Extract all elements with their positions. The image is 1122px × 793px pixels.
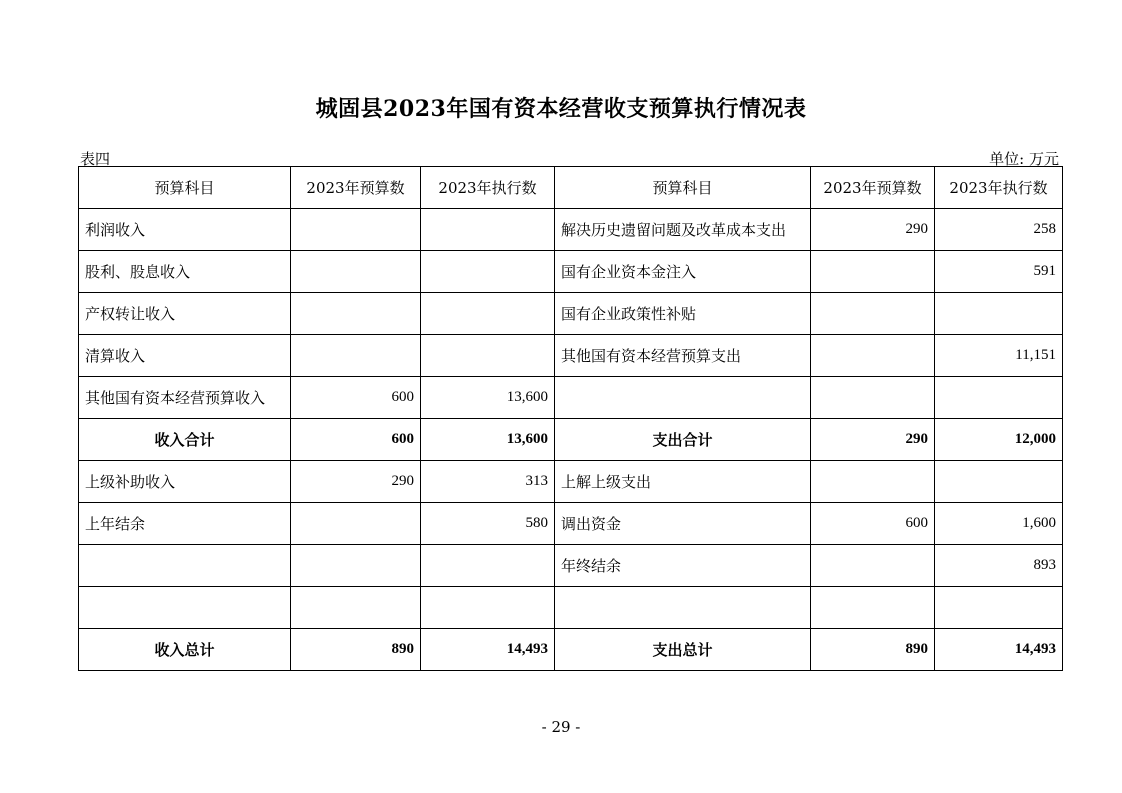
income-budget-cell: [291, 293, 421, 335]
income-item-cell: 股利、股息收入: [79, 251, 291, 293]
income-item-cell: 产权转让收入: [79, 293, 291, 335]
expense-executed-cell: 591: [935, 251, 1063, 293]
expense-budget-cell: 600: [811, 503, 935, 545]
expense-executed-cell: [935, 377, 1063, 419]
expense-item-cell: [555, 377, 811, 419]
expense-executed-cell: 11,151: [935, 335, 1063, 377]
expense-executed-cell: 14,493: [935, 629, 1063, 671]
budget-table: [78, 166, 1063, 671]
income-item-cell: [79, 587, 291, 629]
expense-item-cell: 解决历史遗留问题及改革成本支出: [555, 209, 811, 251]
table-body: [79, 209, 1063, 671]
expense-item-cell: 国有企业政策性补贴: [555, 293, 811, 335]
income-item-cell: 清算收入: [79, 335, 291, 377]
expense-item-cell: 国有企业资本金注入: [555, 251, 811, 293]
unit-label: 单位: 万元: [989, 150, 1059, 168]
page-title: 城固县2023年国有资本经营收支预算执行情况表: [315, 96, 807, 122]
table-row: [79, 251, 1063, 293]
income-budget-cell: 600: [291, 377, 421, 419]
expense-item-cell: 支出合计: [555, 419, 811, 461]
table-row: [79, 587, 1063, 629]
table-total-row: [79, 629, 1063, 671]
table-row: [79, 377, 1063, 419]
income-item-cell: 利润收入: [79, 209, 291, 251]
table-row: [79, 209, 1063, 251]
expense-budget-cell: [811, 335, 935, 377]
table-row: [79, 461, 1063, 503]
expense-executed-cell: 12,000: [935, 419, 1063, 461]
expense-item-cell: 调出资金: [555, 503, 811, 545]
income-item-cell: 其他国有资本经营预算收入: [79, 377, 291, 419]
income-budget-cell: [291, 587, 421, 629]
page-number: - 29 -: [541, 718, 581, 736]
expense-item-cell: 其他国有资本经营预算支出: [555, 335, 811, 377]
income-executed-cell: [421, 209, 555, 251]
table-header-row: [79, 167, 1063, 209]
expense-executed-cell: [935, 293, 1063, 335]
expense-budget-cell: [811, 461, 935, 503]
table-total-row: [79, 419, 1063, 461]
table-row: [79, 545, 1063, 587]
income-budget-cell: [291, 335, 421, 377]
table-row: [79, 293, 1063, 335]
income-executed-cell: 13,600: [421, 377, 555, 419]
expense-executed-cell: 893: [935, 545, 1063, 587]
column-header-income-item: 预算科目: [79, 167, 291, 209]
expense-budget-cell: 890: [811, 629, 935, 671]
income-executed-cell: 14,493: [421, 629, 555, 671]
income-item-cell: 上级补助收入: [79, 461, 291, 503]
expense-executed-cell: 258: [935, 209, 1063, 251]
income-executed-cell: 13,600: [421, 419, 555, 461]
income-budget-cell: [291, 503, 421, 545]
income-item-cell: 上年结余: [79, 503, 291, 545]
income-executed-cell: [421, 545, 555, 587]
expense-item-cell: 上解上级支出: [555, 461, 811, 503]
income-budget-cell: 600: [291, 419, 421, 461]
expense-executed-cell: [935, 587, 1063, 629]
income-executed-cell: [421, 587, 555, 629]
table-row: [79, 503, 1063, 545]
expense-budget-cell: 290: [811, 419, 935, 461]
income-item-cell: 收入合计: [79, 419, 291, 461]
expense-executed-cell: [935, 461, 1063, 503]
expense-budget-cell: [811, 251, 935, 293]
column-header-income-budget: 2023年预算数: [291, 167, 421, 209]
column-header-expense-executed: 2023年执行数: [935, 167, 1063, 209]
expense-budget-cell: [811, 545, 935, 587]
expense-budget-cell: [811, 377, 935, 419]
expense-item-cell: 年终结余: [555, 545, 811, 587]
expense-budget-cell: [811, 587, 935, 629]
expense-item-cell: [555, 587, 811, 629]
income-item-cell: [79, 545, 291, 587]
income-budget-cell: [291, 209, 421, 251]
expense-executed-cell: 1,600: [935, 503, 1063, 545]
column-header-income-executed: 2023年执行数: [421, 167, 555, 209]
table-row: [79, 335, 1063, 377]
column-header-expense-budget: 2023年预算数: [811, 167, 935, 209]
income-executed-cell: [421, 335, 555, 377]
income-budget-cell: 890: [291, 629, 421, 671]
expense-budget-cell: 290: [811, 209, 935, 251]
income-budget-cell: [291, 545, 421, 587]
income-executed-cell: [421, 293, 555, 335]
income-executed-cell: 580: [421, 503, 555, 545]
expense-item-cell: 支出总计: [555, 629, 811, 671]
income-item-cell: 收入总计: [79, 629, 291, 671]
income-executed-cell: [421, 251, 555, 293]
table-number: 表四: [80, 150, 111, 168]
column-header-expense-item: 预算科目: [555, 167, 811, 209]
income-budget-cell: [291, 251, 421, 293]
income-budget-cell: 290: [291, 461, 421, 503]
expense-budget-cell: [811, 293, 935, 335]
income-executed-cell: 313: [421, 461, 555, 503]
